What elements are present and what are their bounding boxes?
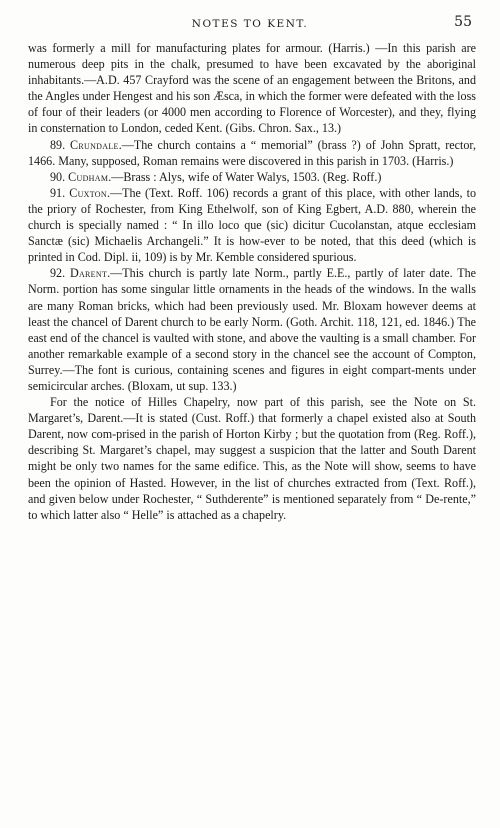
paragraph-intro bbox=[28, 40, 476, 137]
entry-place-name: Cudham bbox=[68, 169, 109, 184]
paragraph-text: was formerly a mill for manufacturing plates for armour. (Harris.) —In this parish are numerous deep pits in the chalk, presumed to have been excavated by the aboriginal inhabitants.—A.D. 457 Crayford was the scene of an engagement between the Britons, and the Angles under Hengest and his son Æsca, in which the former were defeated with the loss of four of their leaders (or 4000 men according to Florence of Worcester), and they, flying in consternation to London, ceded Kent. (Gibs. Chron. Sax., 13.) bbox=[28, 41, 476, 136]
paragraph-cuxton bbox=[28, 185, 476, 265]
entry-place-name: Crundale bbox=[70, 137, 119, 152]
paragraph-crundale bbox=[28, 137, 476, 169]
paragraph-text: For the notice of Hilles Chapelry, now part of this parish, see the Note on St. Margaret’s, Darent.—It is stated (Cust. Roff.) that formerly a chapel existed also at South Darent, now com-prised in the parish of Horton Kirby ; but the quotation from (Reg. Roff.), describing St. Margaret’s chapel, may suggest a suspicion that the latter and South Darent might be only two names for the same edifice. This, as the Note will show, seems to have been the opinion of Hasted. However, in the list of churches extracted from (Text. Roff.), and given below under Rochester, “ Suthderente” is mentioned separately from “ De-rente,” to which latter also “ Helle” is attached as a chapelry. bbox=[28, 395, 476, 522]
paragraph-text: .—The (Text. Roff. 106) records a grant of this place, with other lands, to the priory of Rochester, from King Ethelwolf, son of King Egbert, A.D. 880, wherein the church is specially named : “ In illo loco que (sic) dicitur Cucolanstan, atque ecclesiam Sanctæ (sic) Michaelis Archangeli.” It is how-ever to be noted, that this deed (which is printed in Cod. Dipl. ii, 109) is by Mr. Kemble considered spurious. bbox=[28, 185, 476, 265]
entry-place-name: Cuxton bbox=[69, 185, 107, 200]
entry-number: 92. bbox=[50, 266, 70, 281]
paragraph-darent bbox=[28, 265, 476, 394]
paragraph-text: .—Brass : Alys, wife of Water Walys, 1503. (Reg. Roff.) bbox=[108, 169, 382, 184]
paragraph-cudham bbox=[28, 169, 476, 185]
page-number: 55 bbox=[454, 14, 472, 30]
paragraph-hilles-chapelry bbox=[28, 394, 476, 523]
entry-number: 89. bbox=[50, 137, 71, 152]
entry-place-name: Darent bbox=[69, 266, 108, 281]
paragraph-text: .—The church contains a “ memorial” (brass ?) of John Spratt, rector, 1466. Many, supposed, Roman remains were discovered in this parish in 1703. (Harris.) bbox=[28, 137, 476, 168]
paragraph-text: .—This church is partly late Norm., partly E.E., partly of later date. The Norm. portion has some singular little ornaments in the heads of the windows. In the walls are many Roman bricks, which had been previously used. Mr. Bloxam however deems at least the chancel of Darent church to be early Norm. (Goth. Archit. 118, 121, ed. 1846.) The east end of the chancel is vaulted with stone, and above the vaulting is a small chamber. For another remarkable example of a second story in the chancel see the account of Compton, Surrey.—The font is curious, containing scenes and figures in eight compart-ments under semicircular arches. (Bloxam, ut sup. 133.) bbox=[28, 266, 476, 393]
entry-number: 90. bbox=[50, 169, 69, 184]
entry-number: 91. bbox=[50, 185, 70, 200]
body-text bbox=[28, 40, 476, 523]
running-title: NOTES TO KENT. bbox=[191, 18, 309, 30]
page-header bbox=[28, 14, 472, 34]
